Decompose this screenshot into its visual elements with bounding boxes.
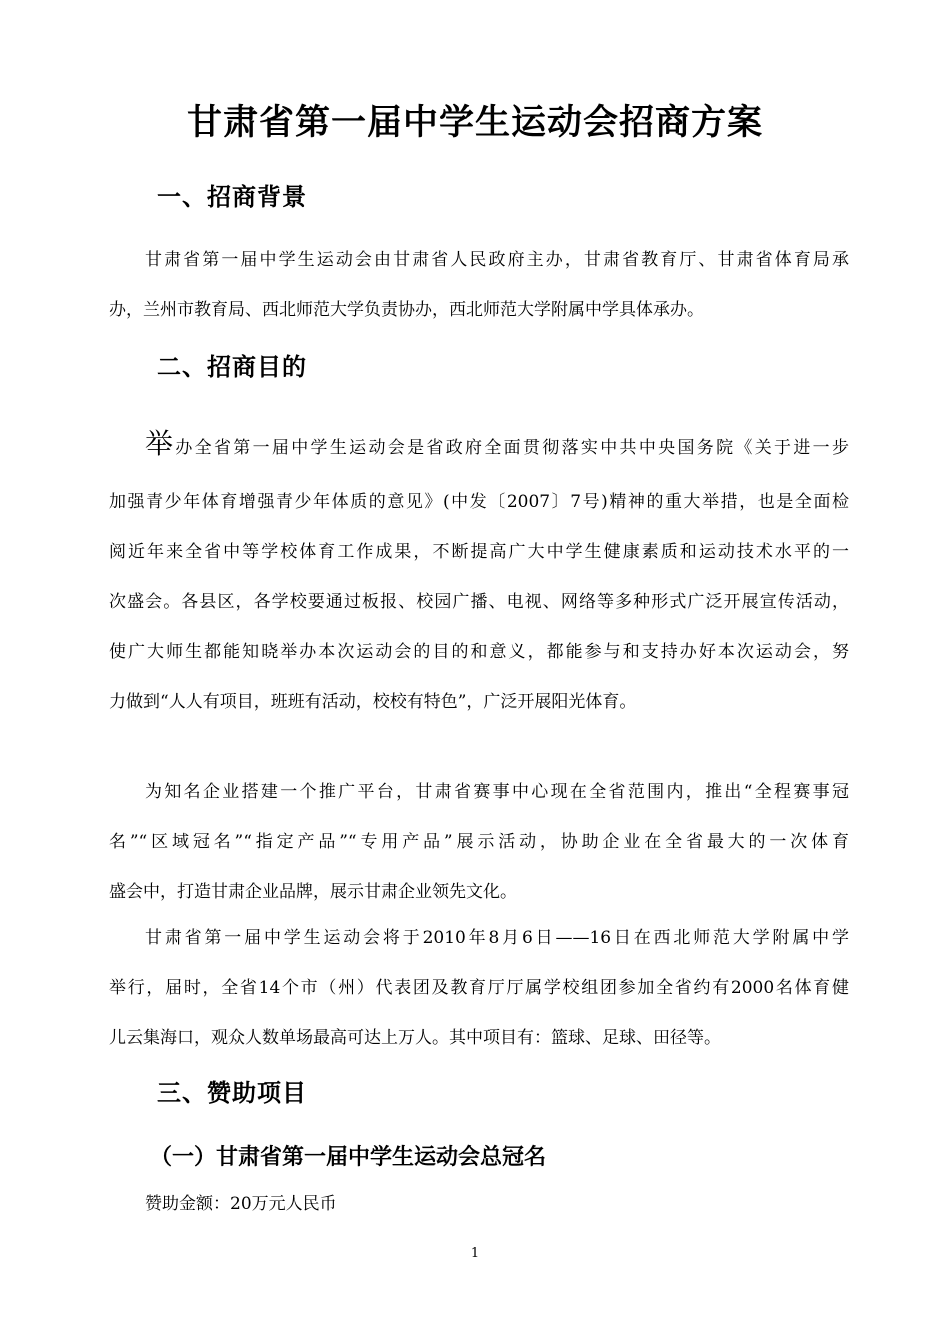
sub-heading-title-sponsor: （一）甘肃省第一届中学生运动会总冠名: [150, 1144, 547, 1170]
paragraph-line: 名”“区域冠名”“指定产品”“专用产品”展示活动，协助企业在全省最大的一次体育: [109, 832, 849, 852]
paragraph-line: 阅近年来全省中等学校体育工作成果，不断提高广大中学生健康素质和运动技术水平的一: [109, 542, 849, 562]
section-heading-background: 一、招商背景: [157, 182, 307, 211]
document-title: 甘肃省第一届中学生运动会招商方案: [186, 102, 763, 143]
paragraph-line: [145, 427, 849, 462]
paragraph-line: 甘肃省第一届中学生运动会由甘肃省人民政府主办，甘肃省教育厅、甘肃省体育局承: [145, 250, 849, 270]
paragraph-line: 办，兰州市教育局、西北师范大学负责协办，西北师范大学附属中学具体承办。: [109, 300, 704, 320]
paragraph-line: 举行，届时，全省14个市（州）代表团及教育厅厅属学校组团参加全省约有2000名体育健: [109, 978, 849, 998]
paragraph-line: 加强青少年体育增强青少年体质的意见》(中发〔2007〕7号)精神的重大举措，也是全面检: [109, 492, 849, 512]
paragraph-line: 为知名企业搭建一个推广平台，甘肃省赛事中心现在全省范围内，推出“全程赛事冠: [145, 782, 849, 802]
paragraph-line: 盛会中，打造甘肃企业品牌，展示甘肃企业领先文化。: [109, 882, 517, 902]
paragraph-line: 次盛会。各县区，各学校要通过板报、校园广播、电视、网络等多种形式广泛开展宣传活动，: [109, 592, 849, 612]
paragraph-line: 甘肃省第一届中学生运动会将于2010年8月6日——16日在西北师范大学附属中学: [145, 928, 849, 948]
paragraph-line: 儿云集海口，观众人数单场最高可达上万人。其中项目有：篮球、足球、田径等。: [109, 1028, 721, 1048]
section-heading-purpose: 二、招商目的: [157, 352, 307, 381]
drop-character: 举: [145, 427, 176, 460]
paragraph-line: 力做到“人人有项目，班班有活动，校校有特色”，广泛开展阳光体育。: [109, 692, 637, 712]
paragraph-line-text: 办全省第一届中学生运动会是省政府全面贯彻落实中共中央国务院《关于进一步: [175, 438, 849, 458]
paragraph-line: 使广大师生都能知晓举办本次运动会的目的和意义，都能参与和支持办好本次运动会，努: [109, 642, 849, 662]
section-heading-sponsorship: 三、赞助项目: [157, 1078, 307, 1107]
page-number: 1: [470, 1246, 480, 1261]
sponsor-amount: 赞助金额：20万元人民币: [145, 1194, 337, 1214]
